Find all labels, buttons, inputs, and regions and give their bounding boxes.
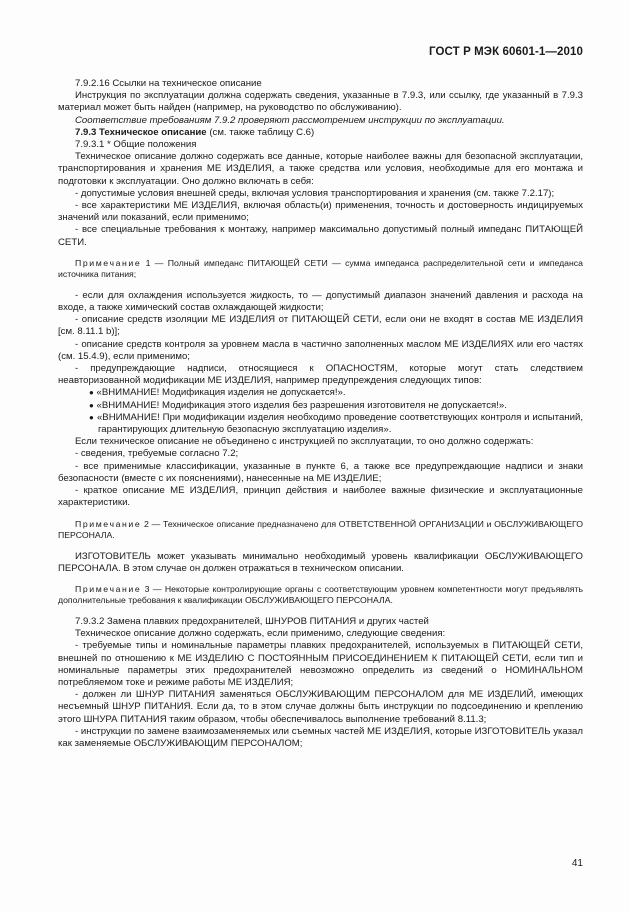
section-heading — [58, 127, 583, 139]
list-item: - описание средств изоляции МЕ ИЗДЕЛИЯ от ПИТАЮЩЕЙ СЕТИ, если они не входят в состав МЕ ИЗДЕЛИЯ [см. 8.11.1 b)]; — [58, 314, 583, 338]
standard-header: ГОСТ Р МЭК 60601-1—2010 — [429, 46, 583, 58]
note-text: 2 — Техническое описание предназначено для ОТВЕТСТВЕННОЙ ОРГАНИЗАЦИИ и ОБСЛУЖИВАЮЩЕГО ПЕРСОНАЛА. — [58, 518, 583, 540]
list-item: - должен ли ШНУР ПИТАНИЯ заменяться ОБСЛУЖИВАЮЩИМ ПЕРСОНАЛОМ для МЕ ИЗДЕЛИЙ, имеющих несъемный ШНУР ПИТАНИЯ. Если да, то в этом случае должны быть инструкции по подсоединению и креплению этого ШНУРА ПИТАНИЯ таким образом, чтобы обеспечивалось выполнение требований 8.11.3; — [58, 689, 583, 725]
bullet-icon: ● — [89, 400, 94, 410]
section-heading-bold: 7.9.3 Техническое описание — [75, 126, 207, 138]
note-label: Примечание — [75, 518, 142, 529]
warning-text: «ВНИМАНИЕ! При модификации изделия необходимо проведение соответствующих контроля и испытаний, гарантирующих длительную безопасную эксплуатацию изделия». — [96, 411, 583, 436]
bullet-icon: ● — [89, 412, 95, 422]
note-1 — [58, 258, 583, 281]
note-text: 3 — Некоторые контролирующие органы с соответствующим уровнем компетентности могут предъявлять дополнительные требования к квалификации ОБСЛУЖИВАЮЩЕГО ПЕРСОНАЛА. — [58, 583, 583, 606]
list-item: - сведения, требуемые согласно 7.2; — [75, 448, 239, 460]
note-3 — [58, 584, 583, 607]
list-item: - предупреждающие надписи, относящиеся к ОПАСНОСТЯМ, которые могут стать следствием неавторизованной модификации МЕ ИЗДЕЛИЯ, например предупреждения следующих типов: — [58, 363, 583, 387]
document-body — [58, 78, 583, 750]
list-item: - требуемые типы и номинальные параметры плавких предохранителей, используемых в ПИТАЮЩЕЙ СЕТИ, внешней по отношению к МЕ ИЗДЕЛИЮ С ПОСТОЯННЫМ ПРИСОЕДИНЕНИЕМ К ПИТАЮЩЕЙ СЕТИ, если тип и номинальные параметры этих предохранителей невозможно определить из сведений о НОМИНАЛЬНОМ потребляемом токе и режиме работы МЕ ИЗДЕЛИЯ; — [58, 640, 583, 688]
list-item: - описание средств контроля за уровнем масла в частично заполненных маслом МЕ ИЗДЕЛИЯХ или его частях (см. 15.4.9), если применимо; — [58, 338, 583, 362]
paragraph: ИЗГОТОВИТЕЛЬ может указывать минимально необходимый уровень квалификации ОБСЛУЖИВАЮЩЕГО ПЕРСОНАЛА. В этом случае он должен отражаться в техническом описании. — [58, 550, 583, 574]
note-label: Примечание — [75, 583, 142, 594]
warning-bullet — [58, 412, 583, 436]
list-item: - допустимые условия внешней среды, включая условия транспортирования и хранения (см. также 7.2.17); — [75, 187, 555, 199]
note-2 — [58, 519, 583, 542]
list-item: - если для охлаждения используется жидкость, то — допустимый диапазон значений давления и расхода на входе, а также химический состав охлаждающей жидкости; — [58, 289, 583, 314]
note-text: 1 — Полный импеданс ПИТАЮЩЕЙ СЕТИ — сумма импеданса распределительной сети и импеданса источника питания; — [58, 257, 583, 280]
warning-bullet — [58, 400, 583, 412]
subsection-heading: 7.9.3.1 * Общие положения — [75, 139, 197, 151]
list-item: - краткое описание МЕ ИЗДЕЛИЯ, принцип действия и наиболее важные физические и эксплуатационные характеристики. — [58, 485, 583, 509]
paragraph: Техническое описание должно содержать, если применимо, следующие сведения: — [75, 628, 446, 640]
compliance-statement: Соответствие требованиям 7.9.2 проверяют рассмотрением инструкции по эксплуатации. — [75, 114, 505, 126]
warning-bullet — [58, 387, 583, 399]
section-heading-rest: (см. также таблицу С.6) — [206, 126, 315, 138]
warning-text: «ВНИМАНИЕ! Модификация этого изделия без разрешения изготовителя не допускается!». — [96, 399, 507, 411]
list-item: - все специальные требования к монтажу, например максимально допустимый полный импеданс ПИТАЮЩЕЙ СЕТИ. — [58, 224, 583, 248]
bullet-icon: ● — [89, 388, 94, 398]
paragraph: Техническое описание должно содержать все данные, которые наиболее важны для безопасной эксплуатации, транспортирования и хранения МЕ ИЗДЕЛИЯ, а также средства или условия, необходимые для его монтажа и подготовки к эксплуатации. Оно должно включать в себя: — [58, 151, 583, 187]
subsection-heading: 7.9.3.2 Замена плавких предохранителей, ШНУРОВ ПИТАНИЯ и других частей — [75, 615, 429, 627]
warning-text: «ВНИМАНИЕ! Модификация изделия не допускается!». — [96, 387, 346, 399]
paragraph: Если техническое описание не объединено с инструкцией по эксплуатации, то оно должно содержать: — [75, 436, 534, 448]
list-item: - все применимые классификации, указанные в пункте 6, а также все предупреждающие надписи и знаки безопасности (вместе с их пояснениями), нанесенные на МЕ ИЗДЕЛИЕ; — [58, 460, 583, 484]
paragraph: Инструкция по эксплуатации должна содержать сведения, указанные в 7.9.3, или ссылку, где указанный в 7.9.3 материал может быть найден (например, на руководство по обслуживанию). — [58, 90, 583, 114]
list-item: - все характеристики МЕ ИЗДЕЛИЯ, включая область(и) применения, точность и достоверность индицируемых значений или показаний, если применимо; — [58, 200, 583, 224]
subsection-heading: 7.9.2.16 Ссылки на техническое описание — [75, 78, 262, 89]
page-number: 41 — [571, 858, 583, 869]
note-label: Примечание — [75, 257, 142, 268]
list-item: - инструкции по замене взаимозаменяемых или съемных частей МЕ ИЗДЕЛИЯ, которые ИЗГОТОВИТЕЛЬ указал как заменяемые ОБСЛУЖИВАЮЩИМ ПЕРСОНАЛОМ; — [58, 725, 583, 749]
